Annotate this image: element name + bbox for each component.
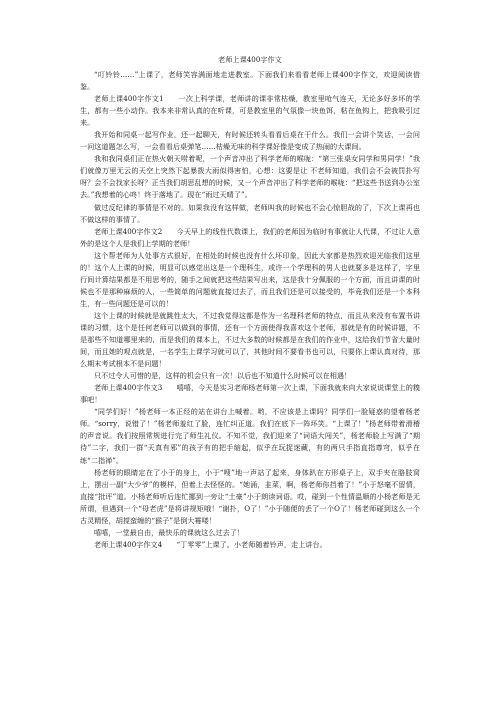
paragraph-essay2-start: 老师上课400字作文2 今天早上的线性代数课上，我们的老师因为临时有事就让人代课，不过让人意外的是这个人是我们上学期的老师！: [80, 226, 420, 248]
document-title: 老师上课400字作文: [218, 55, 282, 64]
paragraph: 杨老师的眼睛定在了小于的身上，小于“嗖”地一声站了起来，身体趴在方形桌子上，双手夹在胳肢窝上，摆出一副“大少爷”的模样，但着上去怪怪的。“她涌，韭菜，啊，杨老师你挡着了！”小于怒毫不留情，直接“批评”道。小杨老师听后连忙挪到一旁让“土豪”小于朗读词语。哎，碰到一个性情温顺的小杨老师是无所谓，但遇到一个“母老虎”是将讲规矩哦！“谢扑，O了！”小于随便的丢了一个O了！杨老师碰到这么一个古灵精怪，胡搅蛮缠的“猴子”是倒大霉喽！: [80, 467, 420, 525]
paragraph-essay4-start: 老师上课400字作文4 “丁零零”上课了。小老师随着铃声，走上讲台。: [94, 539, 327, 549]
paragraph: 做过反纪律的事情是不对的。如果我没有这样做，老师叫我的时候也不会心惊胆战的了，下次上课再也不做这样的事情了。: [80, 202, 420, 224]
paragraph-intro: “叮铃铃……”上课了，老师笑容满面地走进教室。下面我们来看看老师上课400字作文，欢迎阅读借鉴。: [80, 70, 420, 92]
paragraph: 我开始和同桌一起写作业，还一起聊天，有时候还转头看看后桌在干什么。我们一会讲个笑话，一会问一问这道题怎么写，一会看看后桌弹笔……枯燥无味的科学课好像是变成了热闹的大课间。: [80, 130, 420, 152]
document-page: [80, 54, 420, 551]
paragraph: 这个帮老师为人处事方式很好，在相处的时候也没有什么坏印象，因此大家都是热烈欢迎光临我们这里的！这个人上课的时候，明显可以感觉出这是一个理科生，或许一个学理科的男人也就要多是这样了，字里行间计算结果都是不用思考的，随手之间就把这些结果写出来，这是我十分佩服的一个方面，而且讲课的时候也不是那种麻烦的人，一些简单的问题就直接过去了，而且我们还是可以接受的，毕竟我们还是一个本科生，有一些问题还是可以的！: [80, 250, 420, 308]
paragraph: 这个上课的时候就是就跳性太大，不过我觉得这都是作为一名理科老师的特点，而且从来没有布置书讲课的习惯，这个是任何老师可以做到的事情，还有一个方面使得我喜欢这个老师，那就是有的时候讲题，不是那些不知道哪里来的，而是我们的课本上，不过大多数的时候都是在我们的作业中，这给我们节省大量时间，而且她的观点就是，一名学生上课学习就可以了，其他时间不要看书也可以，只要你上课认真对待，那么期末考试根本不是问题！: [80, 310, 420, 369]
paragraph: “同学们好！”杨老师一本正经的站在讲台上喊着。哟，不应该是上课吗？同学们一脸疑惑的望着杨老师。“sorry，说错了！”杨老师羞红了脸，连忙纠正道。我们在底下一阵坏笑。“上课了！”杨老师带着滑稽的声音说。我们按照常规进行完了师生礼仪。不知不觉，我们迎来了“词语大闯关”，杨老师脸上写满了“期待”二字，我们一群“天真有邪”的孩子有的把手缩起，似乎在玩捉迷藏，有的两只手指直指尊穹，似乎在练“二指禅”。: [80, 407, 420, 465]
paragraph: 只不过令人可惜的是，这样的机会只有一次！以后也不知道什么时候可以在相遇！: [94, 371, 352, 381]
paragraph-essay1-start: 老师上课400字作文1 一次上科学课，老师讲的课非常枯燥，教室里呛气连天，无论多好多坏的学生，都有一些小动作。我本来非常认真的在听课，可是教室里的气氛像一块鱼饵，粘在鱼钩上，把我吸引过来。: [80, 94, 420, 128]
paragraph: 嘻嘻，一堂最自由，最快乐的课就这么过去了！: [94, 527, 245, 537]
paragraph: 我和我同桌们正在热火朝天唠着呢，一个声音冲出了科学老师的喉咙：“第三张桌女同学和男同学！”我们就像万里无云的天空上突然下起暴拨大雨似得害怕，心想：这要是让 不老师知道，我们会不会被罚扑写呀？会不会找家长呀？正当我们胡思乱想的时候，又一个声音冲出了科学老师的喉咙：“把这些书送到办公室去。”我想着的心咚！终于落地了。现在“雨过天晴了”。: [80, 154, 420, 200]
paragraph-essay3-start: 老师上课400字作文3 嘻嘻，今天是实习老师杨老师第一次上课，下面我就来向大家说说课堂上的糗事吧！: [80, 383, 420, 405]
